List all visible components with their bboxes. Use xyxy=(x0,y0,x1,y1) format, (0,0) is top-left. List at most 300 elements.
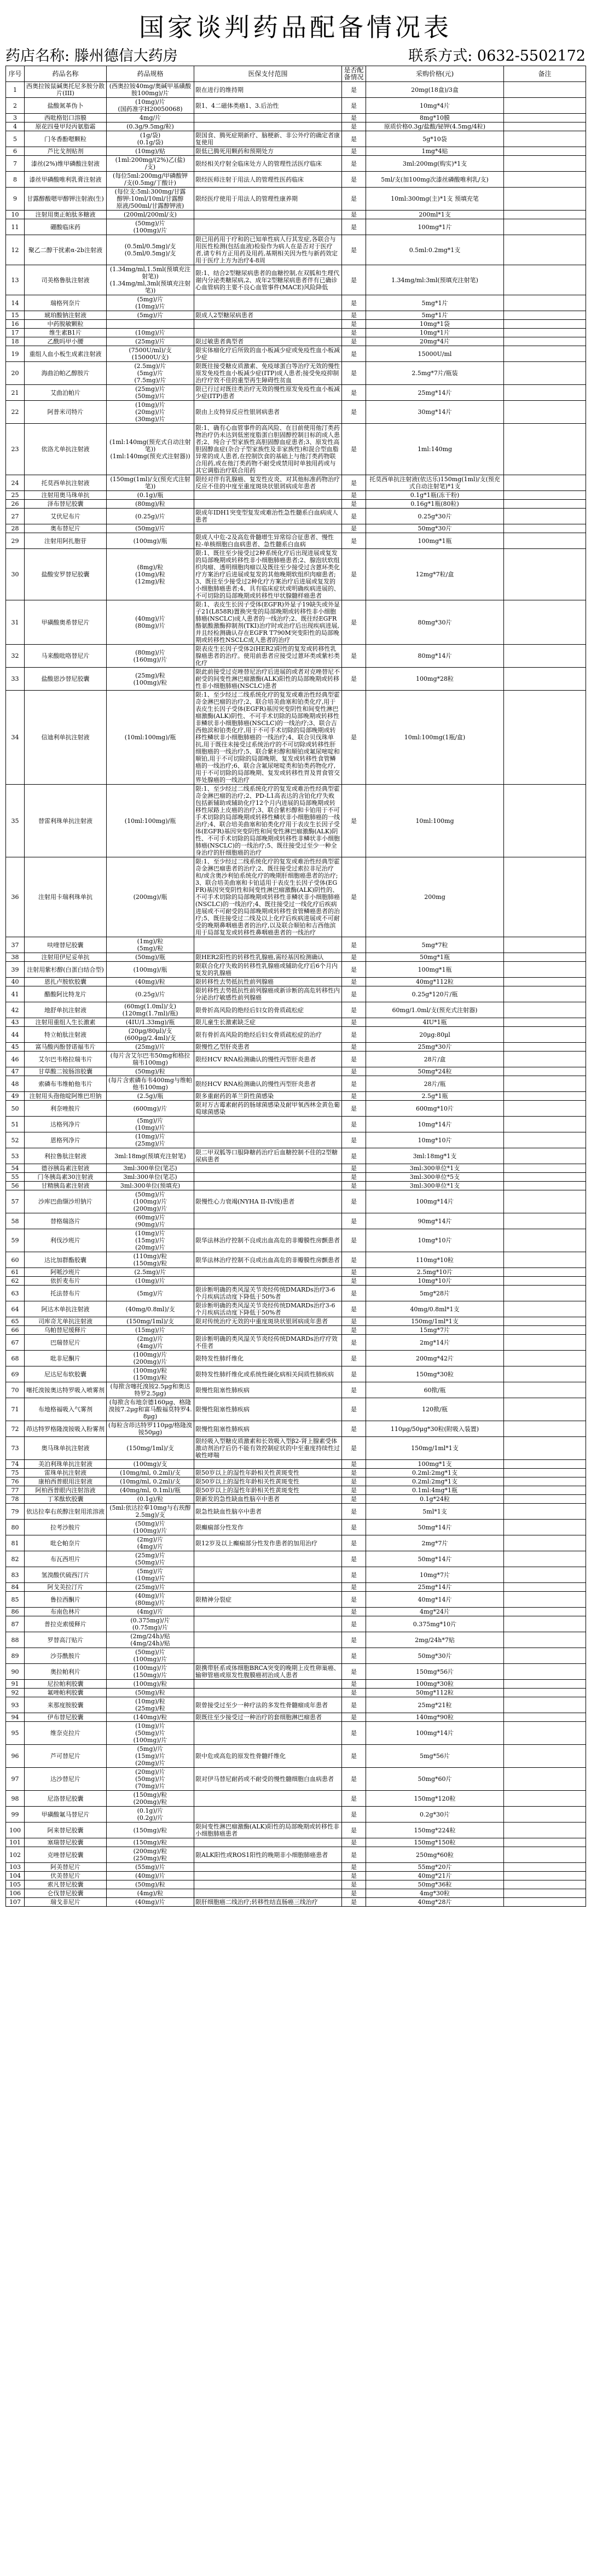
cell-specification: (每揿含噻托溴铵2.5μg和奥达特罗2.5μg) xyxy=(107,1382,194,1398)
table-row xyxy=(6,1398,586,1421)
cell-specification: (600mg)/片 xyxy=(107,1101,194,1117)
cell-stocked: 是 xyxy=(342,147,366,156)
cell-remark xyxy=(504,156,586,172)
cell-index: 1 xyxy=(6,82,25,98)
cell-specification: (25mg)/片 (50mg)/片 xyxy=(107,385,194,401)
cell-reimbursement-scope: 限慢性阻塞性肺疾病 xyxy=(194,1421,342,1437)
cell-index: 34 xyxy=(6,691,25,785)
cell-drug-name: 阿美替尼片 xyxy=(25,1863,107,1872)
cell-drug-name: 阿戈美拉汀片 xyxy=(25,1583,107,1592)
cell-index: 51 xyxy=(6,1117,25,1132)
cell-specification: (西奥拉铵40mg/奥碱甲基磺酸胺100mg)/片 xyxy=(107,82,194,98)
cell-remark xyxy=(504,1689,586,1697)
table-row xyxy=(6,978,586,986)
cell-reimbursement-scope: 限新发的急性缺血性脑卒中患者 xyxy=(194,1495,342,1504)
cell-drug-name: 甘精胰岛素注射液 xyxy=(25,1182,107,1190)
cell-drug-name: 注射用伊尼妥单抗 xyxy=(25,953,107,962)
cell-drug-name: 盐酸恩沙替尼胶囊 xyxy=(25,668,107,691)
cell-reimbursement-scope: 限慢性阻塞性肺疾病 xyxy=(194,1382,342,1398)
cell-index: 40 xyxy=(6,978,25,986)
table-row xyxy=(6,1190,586,1213)
cell-purchase-price: 50mg*112粒 xyxy=(366,1689,504,1697)
cell-reimbursement-scope: 限特发性肺纤维化 xyxy=(194,1351,342,1366)
table-row xyxy=(6,424,586,475)
cell-drug-name: 仑伐替尼胶囊 xyxy=(25,1889,107,1898)
table-row xyxy=(6,211,586,219)
cell-index: 86 xyxy=(6,1608,25,1616)
table-row xyxy=(6,1076,586,1092)
table-row xyxy=(6,329,586,337)
cell-drug-name: 吡非尼酮片 xyxy=(25,1351,107,1366)
cell-drug-name: 甘露醇酸嗯甲醇钾注射液(生) xyxy=(25,188,107,211)
cell-index: 102 xyxy=(6,1847,25,1863)
store-contact-value: 0632-5502172 xyxy=(477,47,586,65)
cell-drug-name: 丁苯酞软胶囊 xyxy=(25,1495,107,1504)
cell-index: 78 xyxy=(6,1495,25,1504)
cell-reimbursement-scope: 限经医疗使用于用法人的管理性康养期 xyxy=(194,188,342,211)
cell-purchase-price: 1mg*4贴 xyxy=(366,147,504,156)
cell-index: 63 xyxy=(6,1286,25,1301)
cell-purchase-price: 10mg*10片 xyxy=(366,1132,504,1148)
cell-purchase-price: 5mg*1片 xyxy=(366,311,504,320)
cell-specification: (140mg)/粒 xyxy=(107,1713,194,1722)
cell-specification: (40mg)/片 (80mg)/片 xyxy=(107,600,194,645)
table-row xyxy=(6,1182,586,1190)
cell-reimbursement-scope: 限经对伴有乳腺癌、复发性皮炎、对其他标准药物治疗反应不佳的中度至重度斑块状银屑病成年患者 xyxy=(194,475,342,491)
cell-remark xyxy=(504,785,586,857)
cell-remark xyxy=(504,1616,586,1632)
cell-specification: (0.5ml/0.5mg)/支 (0.5ml/0.5mg)/支 xyxy=(107,235,194,265)
table-row xyxy=(6,1863,586,1872)
cell-remark xyxy=(504,98,586,114)
cell-remark xyxy=(504,265,586,295)
cell-purchase-price: 2.5g*1瓶 xyxy=(366,1092,504,1101)
cell-stocked: 是 xyxy=(342,1745,366,1768)
cell-drug-name: 伊布替尼胶囊 xyxy=(25,1713,107,1722)
cell-reimbursement-scope: 限既往接受糖皮质激素、免疫球蛋白等治疗无效的慢性原发免疫性血小板减少症(ITP)成人患者;接受免疫抑制治疗疗效不佳的重型再生障碍性贫血 xyxy=(194,362,342,385)
cell-stocked: 是 xyxy=(342,1335,366,1351)
table-row xyxy=(6,1807,586,1823)
cell-index: 59 xyxy=(6,1229,25,1252)
cell-specification: (10mg)/粒 (25mg)/粒 xyxy=(107,1697,194,1713)
cell-reimbursement-scope xyxy=(194,1838,342,1847)
cell-reimbursement-scope: 限有骨折高风险的绝经后妇女骨质疏松症的治疗 xyxy=(194,1027,342,1043)
cell-stocked: 是 xyxy=(342,524,366,533)
cell-purchase-price: 100mg*14片 xyxy=(366,1190,504,1213)
cell-purchase-price: 600mg*10片 xyxy=(366,1101,504,1117)
cell-stocked: 是 xyxy=(342,1326,366,1335)
table-row xyxy=(6,549,586,600)
cell-index: 12 xyxy=(6,235,25,265)
cell-purchase-price: 0.1g*1瓶(冻干粉) xyxy=(366,491,504,500)
cell-index: 88 xyxy=(6,1632,25,1648)
cell-specification: (200ml/200ml/支) xyxy=(107,211,194,219)
table-row xyxy=(6,1092,586,1101)
cell-remark xyxy=(504,691,586,785)
cell-remark xyxy=(504,147,586,156)
cell-stocked: 是 xyxy=(342,172,366,188)
cell-remark xyxy=(504,1301,586,1317)
table-row xyxy=(6,500,586,509)
cell-index: 84 xyxy=(6,1583,25,1592)
cell-remark xyxy=(504,1164,586,1173)
cell-specification: (4IU/1.33mg)/瓶 xyxy=(107,1018,194,1027)
cell-stocked: 是 xyxy=(342,1018,366,1027)
cell-index: 82 xyxy=(6,1551,25,1567)
table-row xyxy=(6,219,586,235)
table-row xyxy=(6,1301,586,1317)
cell-stocked: 是 xyxy=(342,1229,366,1252)
cell-index: 19 xyxy=(6,346,25,362)
cell-specification: (10ml:100mg)/瓶 xyxy=(107,691,194,785)
cell-remark xyxy=(504,131,586,147)
cell-reimbursement-scope: 限转移性去势抵抗性前列腺癌或新诊断的高危转移性内分泌治疗敏感性前列腺癌 xyxy=(194,986,342,1002)
cell-stocked: 是 xyxy=(342,320,366,329)
cell-stocked: 是 xyxy=(342,1117,366,1132)
cell-index: 96 xyxy=(6,1745,25,1768)
cell-reimbursement-scope: 限此前接受过克唑替尼治疗后进展的或者对克唑替尼不耐受的间变性淋巴瘤激酶(ALK)阳性的局部晚期或转移性非小细胞肺癌(NSCLC)患者 xyxy=(194,668,342,691)
cell-stocked: 是 xyxy=(342,1863,366,1872)
cell-drug-name: 茚达特罗格隆溴铵吸入粉雾剂 xyxy=(25,1421,107,1437)
cell-index: 3 xyxy=(6,114,25,122)
cell-specification: (10mg)/片 (国药准字H20050068) xyxy=(107,98,194,114)
cell-index: 53 xyxy=(6,1148,25,1164)
cell-reimbursement-scope xyxy=(194,1880,342,1889)
cell-index: 23 xyxy=(6,424,25,475)
cell-purchase-price: 50mg*1瓶 xyxy=(366,953,504,962)
cell-index: 2 xyxy=(6,98,25,114)
cell-stocked: 是 xyxy=(342,1608,366,1616)
cell-remark xyxy=(504,1664,586,1680)
cell-reimbursement-scope xyxy=(194,1616,342,1632)
cell-reimbursement-scope: 限ALK阳性或ROS1阳性的晚期非小细胞肺癌患者 xyxy=(194,1847,342,1863)
cell-specification: (2mg)/片 (4mg)/片 xyxy=(107,1335,194,1351)
cell-index: 79 xyxy=(6,1504,25,1520)
cell-remark xyxy=(504,1807,586,1823)
cell-specification: (25mg)/片 xyxy=(107,1583,194,1592)
cell-purchase-price: 2mg*7片 xyxy=(366,1535,504,1551)
cell-specification: (50mg)/粒 xyxy=(107,1067,194,1076)
table-row xyxy=(6,1632,586,1648)
cell-stocked: 是 xyxy=(342,937,366,953)
cell-index: 66 xyxy=(6,1326,25,1335)
header-stocked: 是否配备情况 xyxy=(342,66,366,82)
cell-purchase-price: 150mg*224粒 xyxy=(366,1823,504,1838)
cell-index: 62 xyxy=(6,1277,25,1286)
cell-drug-name: 马来酸吡咯替尼片 xyxy=(25,645,107,668)
cell-reimbursement-scope xyxy=(194,1551,342,1567)
cell-reimbursement-scope: 限经HCV RNA检测确认的慢性丙型肝炎患者 xyxy=(194,1076,342,1092)
cell-reimbursement-scope: 限:1、至少经过二线系统化疗的复发或难治性经典型霍奇金淋巴瘤的治疗;2、联合培美曲塞和铂类化疗,用于表皮生长因子受体(EGFR)基因突变阴性和间变性淋巴瘤激酶(ALK)阴性、不可手术切除的局部晚期或转移性非鳞状非小细胞肺癌(NSCLC)的一线治疗;3、联合吉西他滨和铂类化疗,用于不可手术切除的局部晚期或转移性鳞状非小细胞肺癌的一线治疗;4、联合贝伐珠单抗,用于既往未接受过系统治疗的不可切除或转移性肝细胞癌的一线治疗;5、联合紫杉醇和顺铂或氟尿嘧啶和顺铂,用于不可切除的局部晚期、复发或转移性食管鳞癌的一线治疗;6、联合含氟尿嘧啶类和铂类药物化疗,用于不可切除的局部晚期、复发或转移性胃及胃食管交界处腺癌的一线治疗 xyxy=(194,691,342,785)
cell-purchase-price: 2mg/24h*7贴 xyxy=(366,1632,504,1648)
cell-index: 18 xyxy=(6,337,25,346)
table-row xyxy=(6,1689,586,1697)
cell-index: 65 xyxy=(6,1317,25,1326)
table-row xyxy=(6,668,586,691)
cell-index: 83 xyxy=(6,1567,25,1583)
cell-index: 73 xyxy=(6,1437,25,1460)
cell-specification: (150mg)/粒 (200mg)/粒 xyxy=(107,1791,194,1807)
cell-remark xyxy=(504,1027,586,1043)
cell-stocked: 是 xyxy=(342,1567,366,1583)
cell-purchase-price: 10mg*1片 xyxy=(366,329,504,337)
cell-purchase-price: 25mg*14片 xyxy=(366,1583,504,1592)
cell-stocked: 是 xyxy=(342,509,366,524)
cell-purchase-price: 3ml:300单位*1支 xyxy=(366,1164,504,1173)
cell-specification: (50mg)/粒 xyxy=(107,1880,194,1889)
cell-purchase-price: 50mg*60片 xyxy=(366,1768,504,1791)
cell-drug-name: 硼酸临床药 xyxy=(25,219,107,235)
cell-remark xyxy=(504,1872,586,1880)
cell-purchase-price: 10mg*10片 xyxy=(366,1229,504,1252)
cell-index: 4 xyxy=(6,122,25,131)
cell-index: 98 xyxy=(6,1791,25,1807)
cell-purchase-price: 10mg*7片 xyxy=(366,1567,504,1583)
cell-drug-name: 原花四曼甲羟丙氨脂霜 xyxy=(25,122,107,131)
cell-index: 57 xyxy=(6,1190,25,1213)
cell-drug-name: 依达拉奉右莰醇注射用浓溶液 xyxy=(25,1504,107,1520)
cell-remark xyxy=(504,600,586,645)
table-row xyxy=(6,691,586,785)
cell-reimbursement-scope xyxy=(194,1132,342,1148)
cell-purchase-price: 10mg*4片 xyxy=(366,98,504,114)
cell-reimbursement-scope: 限慢性阻塞性肺疾病 xyxy=(194,1398,342,1421)
cell-remark xyxy=(504,1173,586,1182)
cell-reimbursement-scope: 限50岁以上的湿性年龄相关性黄斑变性 xyxy=(194,1477,342,1486)
table-row xyxy=(6,1616,586,1632)
cell-remark xyxy=(504,1382,586,1398)
cell-drug-name: 注射用头孢他啶阿维巴坦钠 xyxy=(25,1092,107,1101)
cell-drug-name: 门冬胰岛素30注射液 xyxy=(25,1173,107,1182)
cell-purchase-price: 150mg/1ml*1支 xyxy=(366,1317,504,1326)
cell-drug-name: 沙芬酰胺片 xyxy=(25,1648,107,1664)
cell-drug-name: 富马酸丙酚替诺福韦片 xyxy=(25,1043,107,1052)
cell-specification: (每位5ml:200mg/甲磷酸钾 /支(0.5mg/丁酸计) xyxy=(107,172,194,188)
cell-specification: (1.34mg/ml,1.5ml(预填充注射笔)) (1.34mg/ml,3ml(预填充注射笔)) xyxy=(107,265,194,295)
cell-drug-name: 康柏西普眼用注射液 xyxy=(25,1477,107,1486)
cell-reimbursement-scope xyxy=(194,1067,342,1076)
cell-drug-name: 奥马珠单抗注射液 xyxy=(25,1437,107,1460)
cell-stocked: 是 xyxy=(342,1437,366,1460)
cell-drug-name: 布南色林片 xyxy=(25,1608,107,1616)
cell-reimbursement-scope xyxy=(194,1268,342,1277)
cell-specification: (8mg)/粒 (10mg)/粒 (12mg)/粒 xyxy=(107,549,194,600)
cell-drug-name: 聚乙二醇干扰素α-2b注射液 xyxy=(25,235,107,265)
cell-stocked: 是 xyxy=(342,645,366,668)
cell-purchase-price: 2.5mg*7片/瓶装 xyxy=(366,362,504,385)
cell-stocked: 是 xyxy=(342,500,366,509)
cell-stocked: 是 xyxy=(342,1027,366,1043)
cell-index: 106 xyxy=(6,1889,25,1898)
cell-purchase-price: 80mg*14片 xyxy=(366,645,504,668)
cell-reimbursement-scope xyxy=(194,1567,342,1583)
cell-specification: (10mg/ml, 0.2ml)/支 xyxy=(107,1469,194,1477)
table-row xyxy=(6,320,586,329)
cell-reimbursement-scope: 限间变性淋巴瘤激酶(ALK)阳性的局部晚期或转移性非小细胞肺癌患者 xyxy=(194,1823,342,1838)
cell-index: 76 xyxy=(6,1477,25,1486)
cell-specification: (200mg)/瓶 xyxy=(107,857,194,937)
table-row xyxy=(6,1889,586,1898)
cell-drug-name: 芦可替尼片 xyxy=(25,1745,107,1768)
cell-reimbursement-scope xyxy=(194,1277,342,1286)
table-row xyxy=(6,172,586,188)
table-row xyxy=(6,1460,586,1469)
cell-remark xyxy=(504,1018,586,1027)
table-row xyxy=(6,533,586,549)
table-row xyxy=(6,962,586,978)
cell-remark xyxy=(504,1608,586,1616)
cell-drug-name: 达沙替尼片 xyxy=(25,1768,107,1791)
cell-drug-name: 乌帕替尼缓释片 xyxy=(25,1326,107,1335)
cell-drug-name: 西奥拉铵鼠碱奥托尼多胺分散片(III) xyxy=(25,82,107,98)
table-row xyxy=(6,1823,586,1838)
cell-purchase-price: 100mg*1瓶 xyxy=(366,533,504,549)
cell-remark xyxy=(504,1863,586,1872)
cell-remark xyxy=(504,1460,586,1469)
table-row xyxy=(6,1101,586,1117)
cell-stocked: 是 xyxy=(342,1213,366,1229)
cell-drug-name: 注射用阿扎胞苷 xyxy=(25,533,107,549)
cell-remark xyxy=(504,645,586,668)
cell-stocked: 是 xyxy=(342,986,366,1002)
cell-reimbursement-scope xyxy=(194,329,342,337)
cell-reimbursement-scope: 限二甲双胍等口服降糖药治疗后血糖控制不佳的2型糖尿病患者 xyxy=(194,1148,342,1164)
cell-reimbursement-scope: 限经医师注射于用法人的管理性医药临床 xyxy=(194,172,342,188)
cell-index: 101 xyxy=(6,1838,25,1847)
cell-remark xyxy=(504,1213,586,1229)
cell-purchase-price: 50mg*30片 xyxy=(366,1648,504,1664)
cell-drug-name: 尼拉帕利胶囊 xyxy=(25,1680,107,1689)
cell-stocked: 是 xyxy=(342,1689,366,1697)
cell-specification: (10mg)/片 xyxy=(107,1277,194,1286)
cell-index: 33 xyxy=(6,668,25,691)
cell-drug-name: 鲁拉西酮片 xyxy=(25,1592,107,1608)
cell-purchase-price: 40mg*112粒 xyxy=(366,978,504,986)
cell-index: 90 xyxy=(6,1664,25,1680)
cell-specification: (0.1g)/片 (0.2g)/片 xyxy=(107,1807,194,1823)
cell-specification: 3ml:300单位(预填充) xyxy=(107,1182,194,1190)
table-row xyxy=(6,1067,586,1076)
table-row xyxy=(6,1664,586,1680)
cell-index: 103 xyxy=(6,1863,25,1872)
cell-stocked: 是 xyxy=(342,1664,366,1680)
cell-specification: 3ml:18mg(预填充注射笔) xyxy=(107,1148,194,1164)
cell-purchase-price: 120揿/瓶 xyxy=(366,1398,504,1421)
table-row xyxy=(6,1148,586,1164)
cell-remark xyxy=(504,1713,586,1722)
cell-remark xyxy=(504,475,586,491)
cell-stocked: 是 xyxy=(342,1173,366,1182)
cell-specification: (40mg)/片 (80mg)/片 xyxy=(107,1592,194,1608)
cell-stocked: 是 xyxy=(342,962,366,978)
cell-purchase-price: 5mg*7粒 xyxy=(366,937,504,953)
cell-stocked: 是 xyxy=(342,1398,366,1421)
cell-purchase-price: 50mg*14片 xyxy=(366,1551,504,1567)
table-row xyxy=(6,311,586,320)
table-row xyxy=(6,98,586,114)
cell-purchase-price: 150mg*56片 xyxy=(366,1664,504,1680)
cell-remark xyxy=(504,1190,586,1213)
cell-specification: (每位支:5ml:300mg/甘露 醇钾:10ml/10ml/甘露醇 原液/500ml/甘露醇钾液) xyxy=(107,188,194,211)
cell-drug-name: 阿柏西普眼内注射溶液 xyxy=(25,1486,107,1495)
table-row xyxy=(6,1838,586,1847)
table-row xyxy=(6,1520,586,1535)
table-row xyxy=(6,1286,586,1301)
cell-stocked: 是 xyxy=(342,1268,366,1277)
cell-drug-name: 美泊利珠单抗注射液 xyxy=(25,1460,107,1469)
table-row xyxy=(6,1898,586,1907)
cell-stocked: 是 xyxy=(342,1713,366,1722)
cell-index: 42 xyxy=(6,1002,25,1018)
store-contact xyxy=(408,44,586,65)
cell-purchase-price: 0.1ml:4mg*1瓶 xyxy=(366,1486,504,1495)
cell-index: 28 xyxy=(6,524,25,533)
cell-drug-name: 维奈克拉片 xyxy=(25,1722,107,1745)
cell-purchase-price: 4IU*1瓶 xyxy=(366,1018,504,1027)
cell-purchase-price: 150mg*30粒 xyxy=(366,1366,504,1382)
cell-stocked: 是 xyxy=(342,1164,366,1173)
cell-reimbursement-scope: 限低已腾死用颗药和预期处方 xyxy=(194,147,342,156)
table-row xyxy=(6,1768,586,1791)
cell-stocked: 是 xyxy=(342,1101,366,1117)
cell-specification: (80mg)/片 (160mg)/片 xyxy=(107,645,194,668)
cell-remark xyxy=(504,362,586,385)
cell-stocked: 是 xyxy=(342,82,366,98)
cell-stocked: 是 xyxy=(342,1872,366,1880)
cell-remark xyxy=(504,311,586,320)
table-row xyxy=(6,475,586,491)
cell-drug-name: 地舒单抗注射液 xyxy=(25,1002,107,1018)
cell-stocked: 是 xyxy=(342,1317,366,1326)
cell-drug-name: 漆丝(2%)维甲磷酸注射液 xyxy=(25,156,107,172)
cell-remark xyxy=(504,1495,586,1504)
cell-reimbursement-scope: 限成年IDH1突变型复发或难治性急性髓系白血病成人患者 xyxy=(194,509,342,524)
cell-index: 64 xyxy=(6,1301,25,1317)
cell-stocked: 是 xyxy=(342,1592,366,1608)
store-name-label: 药店名称: xyxy=(5,47,70,65)
cell-purchase-price: 12mg*7粒/盒 xyxy=(366,549,504,600)
table-row xyxy=(6,1351,586,1366)
cell-reimbursement-scope: 限国食、腾死症期新疗、脑梗新、非公外疗的确定者康复使用 xyxy=(194,131,342,147)
cell-drug-name: 依折麦布片 xyxy=(25,1277,107,1286)
page xyxy=(5,0,586,1907)
table-row xyxy=(6,1366,586,1382)
cell-index: 91 xyxy=(6,1680,25,1689)
table-row xyxy=(6,295,586,311)
cell-purchase-price: 0.1g*24粒 xyxy=(366,1495,504,1504)
store-contact-label: 联系方式: xyxy=(408,47,473,65)
cell-index: 15 xyxy=(6,311,25,320)
cell-purchase-price: 10ml:100mg xyxy=(366,785,504,857)
cell-index: 10 xyxy=(6,211,25,219)
cell-specification: (1g/袋) (0.1g/袋) xyxy=(107,131,194,147)
header-reimbursement-scope: 医保支付范围 xyxy=(194,66,342,82)
cell-drug-name: 依洛尤单抗注射液 xyxy=(25,424,107,475)
cell-specification: (7500U/ml)/支 (15000U/支) xyxy=(107,346,194,362)
cell-purchase-price: 80mg*30片 xyxy=(366,600,504,645)
cell-specification: (100mg)/粒 (150mg)/粒 xyxy=(107,1366,194,1382)
store-name xyxy=(5,44,178,65)
cell-stocked: 是 xyxy=(342,1486,366,1495)
cell-remark xyxy=(504,1326,586,1335)
cell-index: 92 xyxy=(6,1689,25,1697)
cell-index: 22 xyxy=(6,401,25,424)
cell-drug-name: 罗替高汀贴片 xyxy=(25,1632,107,1648)
cell-reimbursement-scope xyxy=(194,122,342,131)
cell-index: 56 xyxy=(6,1182,25,1190)
cell-drug-name: 替雷利珠单抗注射液 xyxy=(25,785,107,857)
cell-drug-name: 泽布替尼胶囊 xyxy=(25,500,107,509)
